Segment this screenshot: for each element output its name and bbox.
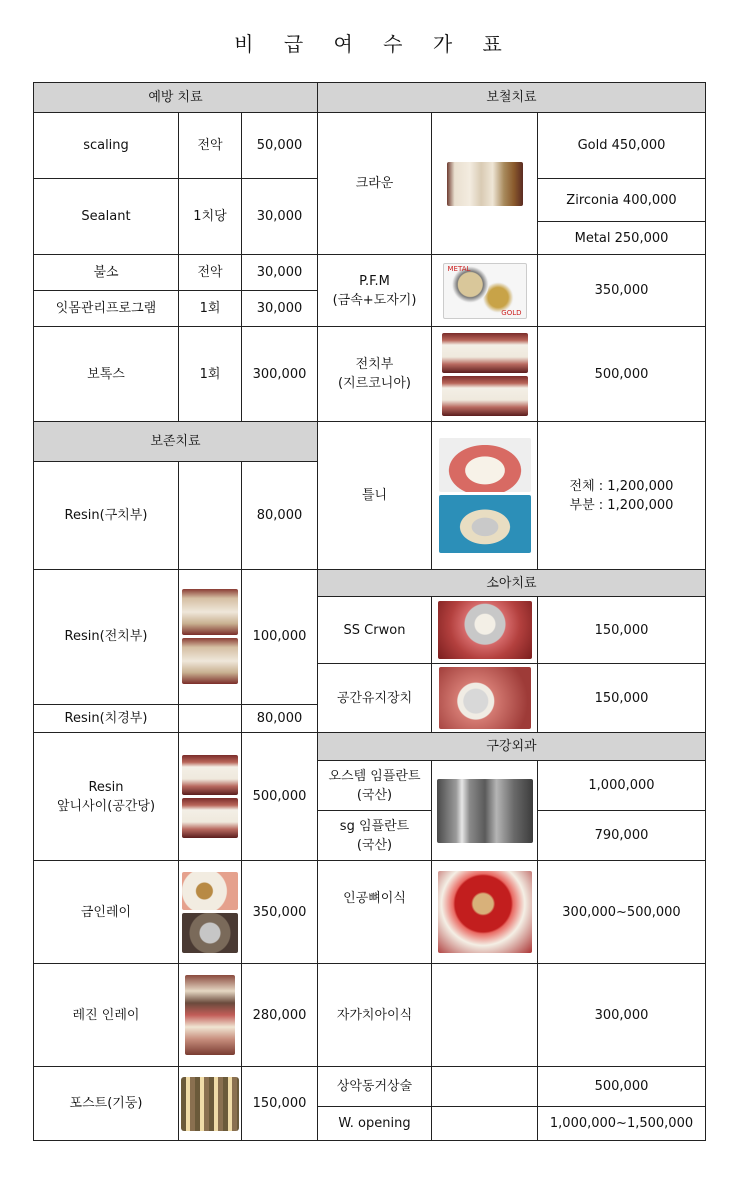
ss-crown-photo — [438, 601, 532, 659]
resin-anterior-after-photo — [182, 638, 238, 684]
pfm-name-line1: P.F.M — [359, 273, 390, 289]
fee-table — [33, 82, 706, 1141]
resin-inlay-image-cell — [179, 964, 242, 1067]
pfm-gold-label: GOLD — [501, 308, 522, 317]
item-name-anterior — [318, 327, 432, 422]
pfm-photo — [443, 263, 527, 319]
sinus-lift-image-cell — [432, 1067, 538, 1107]
section-header-prevention: 예방 치료 — [34, 83, 318, 113]
space-maintainer-photo — [439, 667, 531, 729]
resin-posterior-image-cell — [179, 462, 242, 570]
partial-denture-photo — [439, 495, 531, 553]
item-price-resin-posterior: 80,000 — [242, 462, 318, 570]
osstem-name-line2: (국산) — [356, 787, 393, 803]
section-header-pediatric: 소아치료 — [318, 570, 706, 597]
anterior-before-photo — [442, 333, 528, 373]
pfm-metal-label: METAL — [447, 264, 471, 273]
gold-inlay-image-cell — [179, 861, 242, 964]
item-name-post: 포스트(기둥) — [34, 1067, 179, 1141]
item-name-pfm — [318, 255, 432, 327]
resin-anterior-before-photo — [182, 589, 238, 635]
full-denture-photo — [439, 438, 531, 492]
sg-name-line1: sg 임플란트 — [339, 818, 410, 834]
item-name-gum-care: 잇몸관리프로그램 — [34, 291, 179, 327]
item-name-resin-inlay: 레진 인레이 — [34, 964, 179, 1067]
denture-price-partial: 부분 : 1,200,000 — [569, 497, 674, 513]
post-image-cell — [179, 1067, 242, 1141]
resin-interproximal-before-photo — [182, 755, 238, 795]
item-name-denture: 틀니 — [318, 422, 432, 570]
item-unit-scaling: 전악 — [179, 113, 242, 179]
denture-image-cell — [432, 422, 538, 570]
pfm-image-cell — [432, 255, 538, 327]
implant-xray-photo — [437, 779, 533, 843]
item-price-sinus-lift: 500,000 — [538, 1067, 706, 1107]
item-name-ss-crown: SS Crwon — [318, 597, 432, 664]
w-opening-image-cell — [432, 1107, 538, 1141]
item-name-space-maintainer: 공간유지장치 — [318, 664, 432, 733]
item-price-scaling: 50,000 — [242, 113, 318, 179]
resin-interproximal-line2: 앞니사이(공간당) — [56, 798, 156, 814]
resin-interproximal-after-photo — [182, 798, 238, 838]
item-price-gum-care: 30,000 — [242, 291, 318, 327]
item-price-crown-gold: Gold 450,000 — [538, 113, 706, 179]
item-price-fluoride: 30,000 — [242, 255, 318, 291]
item-price-autotransplant: 300,000 — [538, 964, 706, 1067]
item-price-post: 150,000 — [242, 1067, 318, 1141]
item-price-pfm: 350,000 — [538, 255, 706, 327]
autotransplant-image-cell — [432, 964, 538, 1067]
item-price-crown-zirconia: Zirconia 400,000 — [538, 179, 706, 222]
item-name-sinus-lift: 상악동거상술 — [318, 1067, 432, 1107]
item-name-resin-cervical: Resin(치경부) — [34, 704, 179, 732]
item-price-anterior: 500,000 — [538, 327, 706, 422]
section-header-conservative: 보존치료 — [34, 422, 318, 462]
anterior-image-cell — [432, 327, 538, 422]
post-photo — [181, 1077, 239, 1131]
item-name-sg-implant — [318, 811, 432, 861]
implant-image-cell — [432, 761, 538, 861]
item-name-autotransplant: 자가치아이식 — [318, 964, 432, 1067]
item-price-osstem-implant: 1,000,000 — [538, 761, 706, 811]
item-price-sealant: 30,000 — [242, 179, 318, 255]
item-price-gold-inlay: 350,000 — [242, 861, 318, 964]
gold-inlay-after-photo — [182, 913, 238, 953]
anterior-name-line1: 전치부 — [355, 357, 394, 372]
resin-interproximal-image-cell — [179, 733, 242, 861]
item-price-resin-anterior: 100,000 — [242, 570, 318, 705]
item-price-denture — [538, 422, 706, 570]
item-price-resin-inlay: 280,000 — [242, 964, 318, 1067]
item-name-gold-inlay: 금인레이 — [34, 861, 179, 964]
resin-cervical-image-cell — [179, 704, 242, 732]
sg-name-line2: (국산) — [356, 837, 393, 853]
item-price-sg-implant: 790,000 — [538, 811, 706, 861]
item-name-resin-interproximal — [34, 733, 179, 861]
space-maintainer-image-cell — [432, 664, 538, 733]
item-unit-gum-care: 1회 — [179, 291, 242, 327]
item-name-resin-anterior: Resin(전치부) — [34, 570, 179, 705]
section-header-oral-surgery: 구강외과 — [318, 733, 706, 761]
item-name-sealant: Sealant — [34, 179, 179, 255]
item-price-bone-graft: 300,000~500,000 — [538, 861, 706, 964]
item-price-resin-interproximal: 500,000 — [242, 733, 318, 861]
item-name-w-opening: W. opening — [318, 1107, 432, 1141]
item-name-scaling: scaling — [34, 113, 179, 179]
resin-anterior-image-cell — [179, 570, 242, 705]
item-name-resin-posterior: Resin(구치부) — [34, 462, 179, 570]
item-name-crown: 크라운 — [318, 113, 432, 255]
item-name-fluoride: 불소 — [34, 255, 179, 291]
item-price-botox: 300,000 — [242, 327, 318, 422]
crown-image-cell — [432, 113, 538, 255]
item-name-botox: 보톡스 — [34, 327, 179, 422]
resin-inlay-photo — [185, 975, 235, 1055]
bone-graft-photo — [438, 871, 532, 953]
gold-inlay-before-photo — [182, 872, 238, 910]
section-header-prosthetics: 보철치료 — [318, 83, 706, 113]
denture-price-full: 전체 : 1,200,000 — [569, 478, 674, 494]
item-price-ss-crown: 150,000 — [538, 597, 706, 664]
pfm-name-line2: (금속+도자기) — [332, 292, 417, 308]
page-title: 비 급 여 수 가 표 — [234, 32, 514, 56]
item-unit-botox: 1회 — [179, 327, 242, 422]
item-name-osstem-implant — [318, 761, 432, 811]
item-price-resin-cervical: 80,000 — [242, 704, 318, 732]
resin-interproximal-line1: Resin — [88, 779, 124, 795]
item-price-w-opening: 1,000,000~1,500,000 — [538, 1107, 706, 1141]
ss-crown-image-cell — [432, 597, 538, 664]
osstem-name-line1: 오스템 임플란트 — [328, 768, 421, 784]
item-name-bone-graft: 인공뼈이식 — [318, 861, 432, 964]
item-unit-sealant: 1치당 — [179, 179, 242, 255]
bone-graft-image-cell — [432, 861, 538, 964]
item-price-space-maintainer: 150,000 — [538, 664, 706, 733]
crown-photo — [447, 162, 523, 206]
item-unit-fluoride: 전악 — [179, 255, 242, 291]
anterior-after-photo — [442, 376, 528, 416]
item-price-crown-metal: Metal 250,000 — [538, 222, 706, 255]
anterior-name-line2: (지르코니아) — [338, 376, 411, 391]
